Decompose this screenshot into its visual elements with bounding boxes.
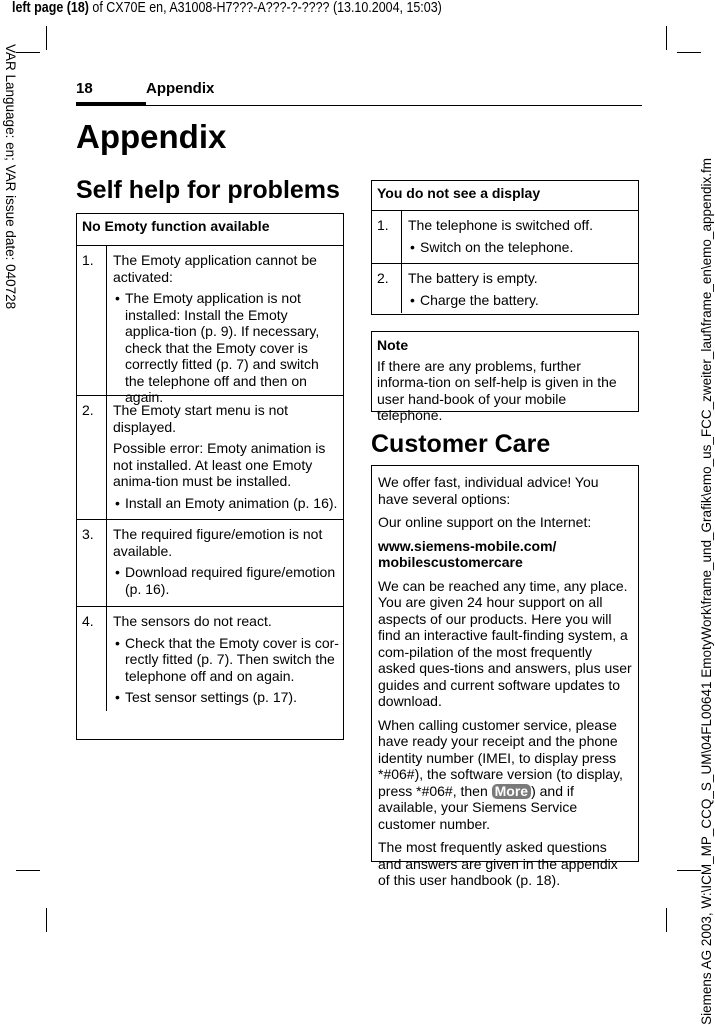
key-code: *#06# (378, 766, 415, 782)
row-number: 4. (77, 607, 107, 711)
running-header-title: Appendix (146, 80, 215, 97)
row-text: The required figure/emotion is not available. (113, 526, 323, 559)
emoty-problems-table (76, 213, 344, 740)
header-rule-thick (76, 102, 146, 106)
crop-mark (16, 870, 40, 871)
table-row (77, 396, 343, 520)
row-number: 2. (372, 264, 402, 313)
bullet-item: • The Emoty application is not installed: Install the Emoty applica-tion (p. 9). If necessary, check that the Emoty cover is correctly fitted (p. 7) and switch the telephone off and then on again. (113, 290, 339, 406)
care-text: When calling customer service, please have ready your receipt and the phone identity number (IMEI, to display press (378, 716, 618, 766)
table-row (372, 264, 638, 313)
row-content (107, 607, 343, 711)
care-intro: We offer fast, individual advice! You have several options: (378, 474, 599, 507)
row-text: The sensors do not react. (113, 613, 272, 629)
table-title: No Emoty function available (77, 214, 343, 246)
table-row (77, 607, 343, 711)
print-header-info: of CX70E en, A31008-H7???-A???-?-???? (13.10.2004, 15:03) (88, 0, 442, 16)
more-softkey: More (492, 784, 531, 799)
customer-care-box (371, 465, 639, 888)
crop-mark (677, 870, 701, 871)
row-text: The telephone is switched off. (408, 217, 593, 233)
bullet-item: • Download required figure/emotion (p. 16). (113, 564, 339, 597)
support-url[interactable]: www.siemens-mobile.com/ mobilescustomercare (378, 537, 557, 570)
row-text: The battery is empty. (408, 270, 538, 286)
row-content (107, 246, 343, 405)
page-number: 18 (76, 80, 93, 97)
no-display-table (371, 180, 639, 315)
bullet-item: • Charge the battery. (408, 292, 634, 309)
row-text: The Emoty start menu is not displayed. (113, 402, 289, 435)
note-box (371, 331, 639, 423)
running-header (76, 80, 215, 97)
side-note-left: VAR Language: en; VAR issue date: 040728 (3, 44, 18, 310)
note-text: If there are any problems, further informa-tion on self-help is given in the user hand-book of your mobile telephone. (377, 357, 617, 423)
customer-care-heading: Customer Care (371, 430, 551, 458)
row-content (402, 211, 638, 263)
row-number: 1. (77, 246, 107, 395)
row-content (107, 520, 343, 606)
care-text: ) and if available, your Siemens Service customer number. (378, 782, 578, 832)
row-text: Possible error: Emoty animation is not installed. At least one Emoty anima-tion must be installed. (113, 440, 326, 489)
row-number: 1. (372, 211, 402, 263)
table-title: You do not see a display (372, 181, 638, 211)
bullet-item: • Test sensor settings (p. 17). (113, 689, 339, 706)
crop-mark (46, 26, 47, 50)
care-faq: The most frequently asked questions and answers are given in the appendix of this user handbook (p. 18). (378, 839, 618, 888)
care-text: ), the software version (to display, press (378, 766, 623, 799)
print-header-page: left page (18) (12, 0, 89, 16)
bullet-item: • Check that the Emoty cover is cor-rectly fitted (p. 7). Then switch the telephone off and on again. (113, 635, 339, 685)
side-note-right: Siemens AG 2003, W:\ICM_MP_CCQ_S_UM\04FL00641 EmotyWork\frame_und_Grafik\emo_us_FCC_zweiter_lauf\frame_en\emo_appendix.fm (699, 158, 714, 1025)
key-code: *#06# (416, 782, 453, 799)
care-online: Our online support on the Internet: (378, 514, 592, 530)
row-text: The Emoty application cannot be activated: (113, 252, 317, 285)
table-row (372, 211, 638, 264)
care-availability: We can be reached any time, any place. You are given 24 hour support on all aspects of our products. Here you will find an interactive fault-finding system, a com-pilation of the most frequently asked ques-tions and answers, plus user guides and current software updates to download. (378, 577, 632, 709)
print-header (12, 0, 442, 16)
self-help-heading: Self help for problems (76, 176, 340, 204)
row-number: 3. (77, 520, 107, 606)
crop-mark (16, 52, 40, 53)
row-content (107, 396, 343, 519)
row-content (402, 264, 638, 313)
bullet-item: • Switch on the telephone. (408, 239, 634, 256)
crop-mark (677, 52, 701, 53)
row-number: 2. (77, 396, 107, 519)
care-calling (378, 717, 632, 833)
page-title: Appendix (76, 118, 227, 155)
crop-mark (666, 26, 667, 50)
crop-mark (46, 908, 47, 932)
header-rule (146, 105, 642, 106)
bullet-item: • Install an Emoty animation (p. 16). (113, 495, 339, 512)
crop-mark (666, 908, 667, 932)
note-label: Note (377, 337, 409, 353)
care-text: , then (452, 782, 492, 799)
table-row (77, 246, 343, 405)
table-row (77, 520, 343, 607)
